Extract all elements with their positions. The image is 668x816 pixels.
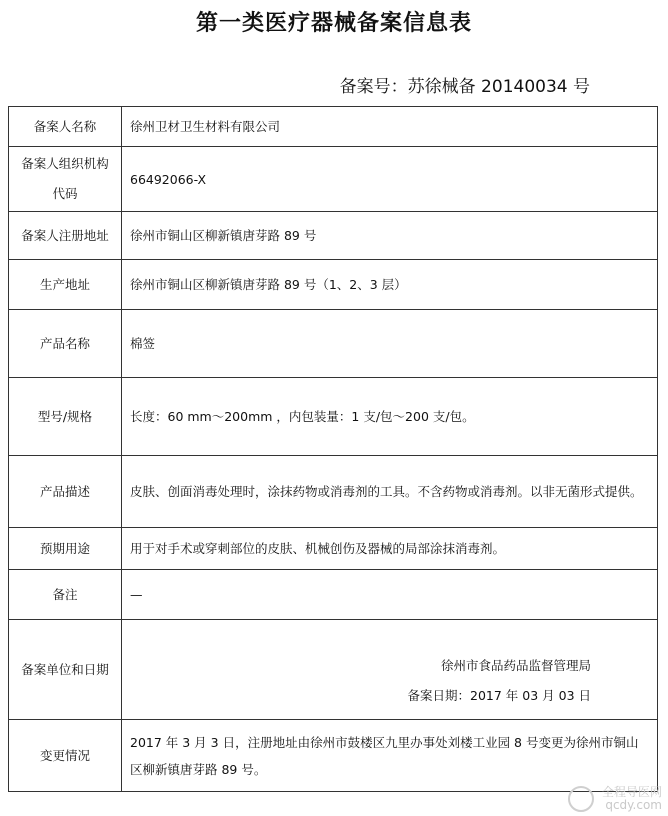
row-label: 预期用途 bbox=[9, 528, 122, 570]
row-label: 备案人注册地址 bbox=[9, 212, 122, 260]
row-label: 生产地址 bbox=[9, 260, 122, 310]
watermark-text: 全程导医网 qcdy.com bbox=[601, 785, 662, 812]
table-row bbox=[9, 107, 658, 147]
row-value: — bbox=[122, 570, 658, 620]
row-label: 变更情况 bbox=[9, 720, 122, 792]
row-value: 66492066-X bbox=[122, 147, 658, 212]
watermark-logo-icon bbox=[568, 786, 594, 812]
table-row bbox=[9, 620, 658, 720]
row-value: 长度：60 mm～200mm ，内包装量：1 支/包～200 支/包。 bbox=[122, 378, 658, 456]
record-number: 备案号：苏徐械备 20140034 号 bbox=[339, 77, 590, 97]
site-watermark bbox=[568, 786, 662, 812]
table-row bbox=[9, 570, 658, 620]
info-table bbox=[8, 106, 658, 792]
row-value: 徐州市铜山区柳新镇唐芽路 89 号（1、2、3 层） bbox=[122, 260, 658, 310]
page-title: 第一类医疗器械备案信息表 bbox=[195, 11, 472, 36]
table-row bbox=[9, 528, 658, 570]
row-value: 徐州卫材卫生材料有限公司 bbox=[122, 107, 658, 147]
row-label: 产品名称 bbox=[9, 310, 122, 378]
row-value: 皮肤、创面消毒处理时，涂抹药物或消毒剂的工具。不含药物或消毒剂。以非无菌形式提供。 bbox=[122, 456, 658, 528]
row-label: 产品描述 bbox=[9, 456, 122, 528]
table-row bbox=[9, 147, 658, 212]
row-value: 棉签 bbox=[122, 310, 658, 378]
row-label: 备案人名称 bbox=[9, 107, 122, 147]
table-row bbox=[9, 456, 658, 528]
unit-cell bbox=[122, 620, 658, 720]
row-label: 型号/规格 bbox=[9, 378, 122, 456]
row-label: 备案人组织机构代码 bbox=[9, 147, 122, 212]
table-row bbox=[9, 378, 658, 456]
table-row bbox=[9, 260, 658, 310]
row-value: 2017 年 3 月 3 日，注册地址由徐州市鼓楼区九里办事处刘楼工业园 8 号变更为徐州市铜山区柳新镇唐芽路 89 号。 bbox=[122, 720, 658, 792]
table-row bbox=[9, 310, 658, 378]
row-value: 用于对手术或穿刺部位的皮肤、机械创伤及器械的局部涂抹消毒剂。 bbox=[122, 528, 658, 570]
row-label: 备案单位和日期 bbox=[9, 620, 122, 720]
record-unit-name: 徐州市食品药品监督管理局 bbox=[440, 657, 591, 673]
record-date: 备案日期：2017 年 03 月 03 日 bbox=[407, 687, 591, 703]
row-label: 备注 bbox=[9, 570, 122, 620]
row-value: 徐州市铜山区柳新镇唐芽路 89 号 bbox=[122, 212, 658, 260]
table-row bbox=[9, 212, 658, 260]
table-row bbox=[9, 720, 658, 792]
